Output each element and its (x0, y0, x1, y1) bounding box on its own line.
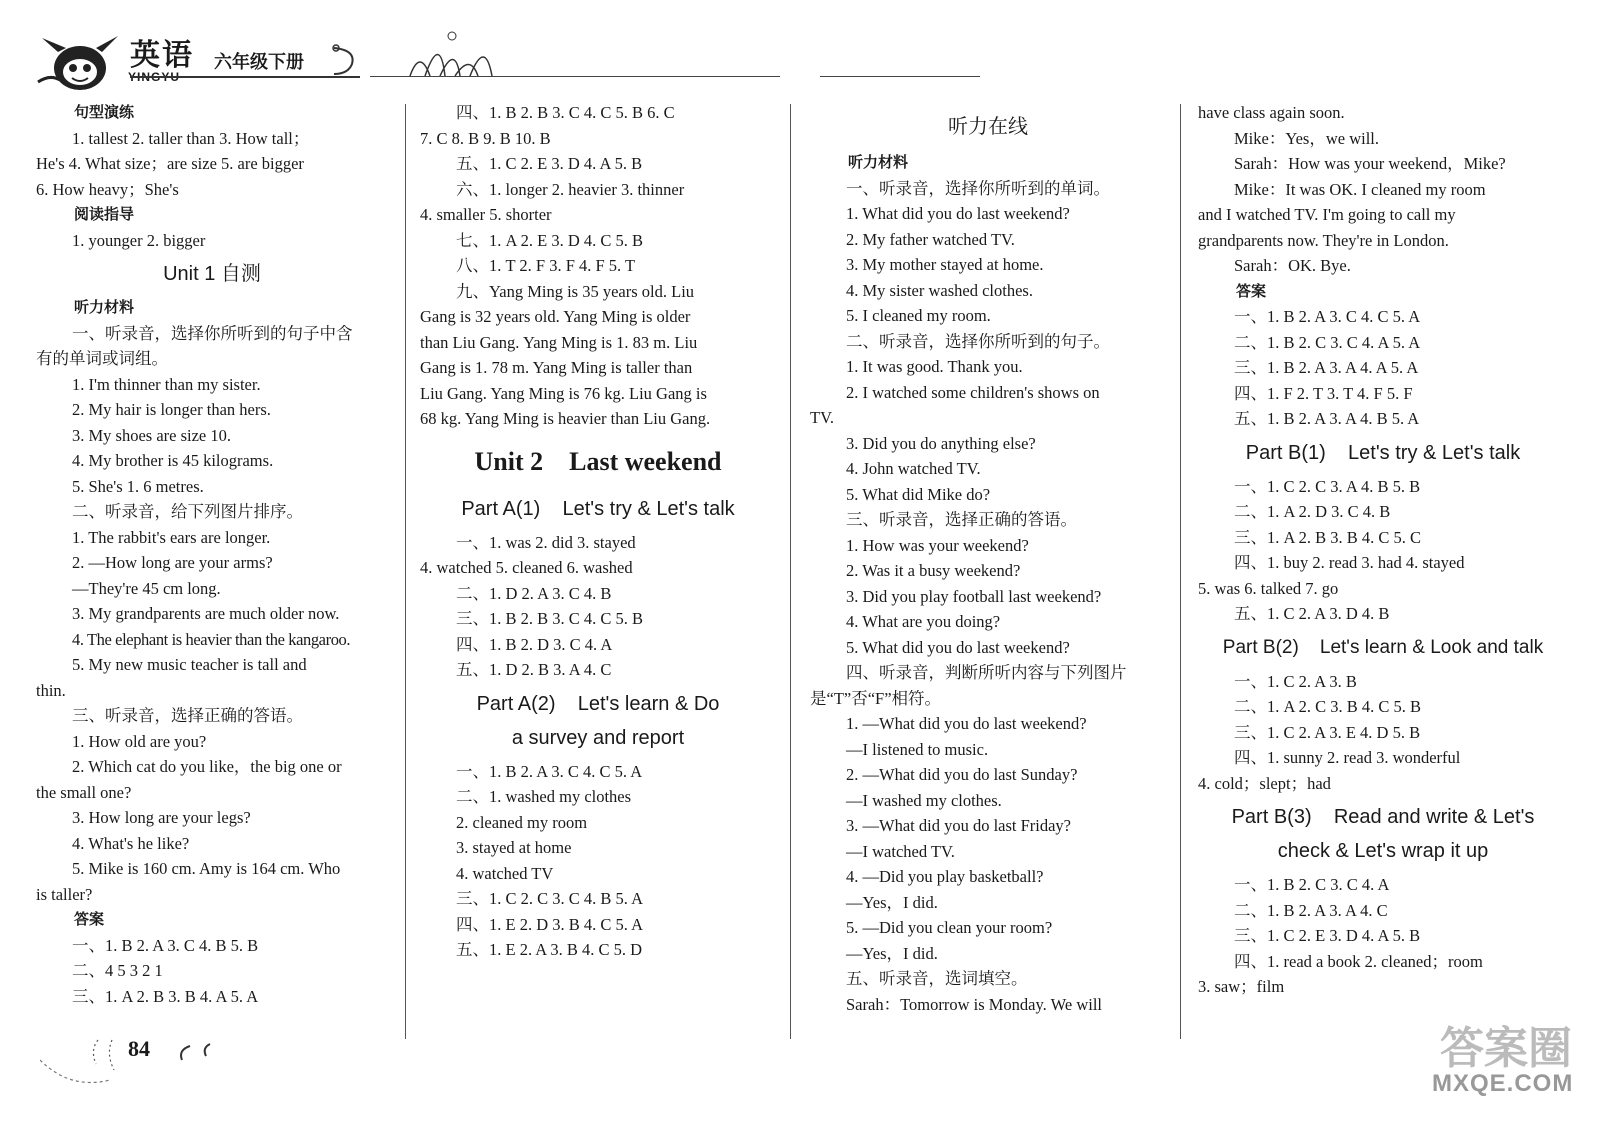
unit-title: Unit 2 Last weekend (474, 446, 722, 476)
answer-line: 二、1. D 2. A 3. C 4. B (456, 583, 612, 603)
instruction-line: 二、听录音，给下列图片排序。 (72, 502, 303, 521)
answer-line: 三、1. A 2. B 3. B 4. C 5. C (1234, 527, 1422, 547)
answer-line: 五、1. D 2. B 3. A 4. C (456, 660, 612, 679)
transcript-line: TV. (810, 408, 834, 427)
transcript-line: —I washed my clothes. (846, 790, 1002, 810)
answer-line: Liu Gang. Yang Ming is 76 kg. Liu Gang is (420, 383, 707, 403)
instruction-line: 四、听录音，判断所听内容与下列图片 (846, 663, 1127, 682)
column-divider (1180, 104, 1181, 1039)
instruction-line: 一、听录音，选择你所听到的句子中含 (72, 323, 353, 343)
transcript-line: Mike：It was OK. I cleaned my room (1234, 179, 1486, 199)
part-title: Part B(3) Read and write & Let's (1231, 806, 1535, 828)
answer-line: 3. saw；film (1198, 977, 1285, 996)
transcript-line: 3. My shoes are size 10. (72, 425, 232, 445)
transcript-line: —Yes，I did. (846, 892, 938, 912)
page-number: 84 (128, 1036, 150, 1061)
transcript-line: is taller? (36, 884, 93, 904)
answer-line: 3. stayed at home (456, 838, 572, 857)
transcript-line: 5. I cleaned my room. (846, 306, 991, 325)
part-title: Part B(1) Let's try & Let's talk (1245, 441, 1521, 464)
watermark-url: MXQE.COM (1432, 1070, 1574, 1097)
transcript-line: Sarah：Tomorrow is Monday. We will (846, 994, 1102, 1014)
transcript-line: —I watched TV. (846, 841, 955, 861)
header-curl-decoration (330, 44, 360, 78)
instruction-line: 三、听录音，选择正确的答语。 (72, 706, 303, 725)
transcript-line: 5. My new music teacher is tall and (72, 655, 307, 674)
instruction-line: 三、听录音，选择正确的答语。 (846, 510, 1077, 529)
transcript-line: 3. —What did you do last Friday? (846, 816, 1072, 835)
transcript-line: 3. My grandparents are much older now. (72, 604, 340, 623)
instruction-line: 一、听录音，选择你所听到的单词。 (846, 178, 1110, 198)
part-title-continued: check & Let's wrap it up (1277, 840, 1489, 862)
answer-line: 7. C 8. B 9. B 10. B (420, 128, 551, 148)
page-header (0, 0, 1600, 100)
header-rule-left (130, 76, 360, 78)
transcript-line: 4. My sister washed clothes. (846, 280, 1033, 300)
answer-line: 4. watched 5. cleaned 6. washed (420, 558, 633, 577)
part-title: Part B(2) Let's learn & Look and talk (1222, 636, 1544, 658)
transcript-line: 2. —What did you do last Sunday? (846, 765, 1078, 784)
answer-line: 一、1. B 2. A 3. C 4. C 5. A (1234, 307, 1421, 326)
answer-line: 68 kg. Yang Ming is heavier than Liu Gang. (420, 409, 711, 428)
section-heading: 答案 (74, 910, 105, 928)
transcript-line: 1. It was good. Thank you. (846, 357, 1023, 376)
transcript-line: Sarah：How was your weekend，Mike? (1234, 154, 1506, 173)
answer-line: Gang is 1. 78 m. Yang Ming is taller than (420, 358, 693, 377)
instruction-line: 有的单词或词组。 (36, 349, 168, 368)
answer-line: 七、1. A 2. E 3. D 4. C 5. B (456, 230, 644, 250)
answer-line: 五、1. C 2. A 3. D 4. B (1234, 604, 1390, 623)
answer-line: 三、1. C 2. E 3. D 4. A 5. B (1234, 926, 1421, 945)
book-subject-title: 英语 (130, 38, 194, 73)
answer-line: 一、1. C 2. A 3. B (1234, 671, 1357, 691)
answer-line: 1. tallest 2. taller than 3. How tall； (72, 128, 310, 148)
unit-test-title: Unit 1 自测 (163, 263, 261, 285)
transcript-line: have class again soon. (1198, 103, 1345, 122)
answer-line: 二、1. A 2. C 3. B 4. C 5. B (1234, 697, 1422, 716)
transcript-line: 4. My brother is 45 kilograms. (72, 451, 274, 470)
answer-line: He's 4. What size；are size 5. are bigger (36, 154, 304, 173)
instruction-line: 是“T”否“F”相符。 (810, 688, 942, 708)
transcript-line: 4. The elephant is heavier than the kangaroo. (72, 629, 351, 649)
transcript-line: 2. —How long are your arms? (72, 553, 273, 572)
answer-line: 4. cold；slept；had (1198, 773, 1331, 793)
answer-line: 二、4 5 3 2 1 (72, 961, 163, 980)
header-rule-middle (370, 76, 780, 77)
answer-line: 2. cleaned my room (456, 812, 588, 832)
transcript-line: 1. The rabbit's ears are longer. (72, 527, 271, 547)
transcript-line: 2. I watched some children's shows on (846, 382, 1100, 402)
answer-line: 四、1. F 2. T 3. T 4. F 5. F (1234, 383, 1413, 403)
section-heading: 答案 (1236, 281, 1267, 300)
transcript-line: 5. Mike is 160 cm. Amy is 164 cm. Who (72, 859, 341, 878)
section-heading: 阅读指导 (74, 205, 135, 223)
header-rule-right (820, 76, 980, 77)
part-title: Part A(2) Let's learn & Do (476, 692, 720, 715)
transcript-line: Mike：Yes，we will. (1234, 128, 1379, 148)
answer-line: 6. How heavy；She's (36, 179, 179, 199)
answer-line: 一、1. B 2. C 3. C 4. A (1234, 875, 1390, 894)
transcript-line: 2. My hair is longer than hers. (72, 400, 271, 419)
transcript-line: 2. Was it a busy weekend? (846, 561, 1021, 580)
answer-line: 九、Yang Ming is 35 years old. Liu (456, 281, 695, 301)
transcript-line: 1. —What did you do last weekend? (846, 714, 1087, 733)
answer-line: 二、1. A 2. D 3. C 4. B (1234, 502, 1391, 521)
answer-line: 四、1. B 2. D 3. C 4. A (456, 634, 613, 654)
transcript-line: grandparents now. They're in London. (1198, 230, 1449, 250)
transcript-line: —I listened to music. (846, 739, 989, 759)
transcript-line: 3. Did you do anything else? (846, 433, 1036, 453)
answer-column-4 (1198, 100, 1568, 1000)
answer-line: 二、1. washed my clothes (456, 787, 632, 806)
section-heading: 听力材料 (74, 298, 135, 316)
section-title-listening-online: 听力在线 (948, 114, 1028, 138)
answer-line: 四、1. E 2. D 3. B 4. C 5. A (456, 914, 644, 934)
answer-line: 三、1. B 2. B 3. C 4. C 5. B (456, 609, 644, 628)
transcript-line: and I watched TV. I'm going to call my (1198, 205, 1456, 224)
answer-line: 五、1. E 2. A 3. B 4. C 5. D (456, 940, 643, 959)
transcript-line: 5. What did you do last weekend? (846, 637, 1070, 657)
transcript-line: 3. My mother stayed at home. (846, 255, 1044, 274)
transcript-line: Sarah：OK. Bye. (1234, 256, 1351, 275)
answer-line: 四、1. B 2. B 3. C 4. C 5. B 6. C (456, 103, 675, 122)
answer-line: 六、1. longer 2. heavier 3. thinner (456, 179, 685, 199)
column-divider (790, 104, 791, 1039)
answer-line: 三、1. C 2. A 3. E 4. D 5. B (1234, 722, 1421, 742)
transcript-line: 1. How old are you? (72, 731, 207, 751)
transcript-line: 2. Which cat do you like，the big one or (72, 757, 342, 776)
transcript-line: the small one? (36, 782, 132, 802)
transcript-line: 3. How long are your legs? (72, 808, 251, 827)
transcript-line: 5. She's 1. 6 metres. (72, 476, 204, 496)
section-heading: 听力材料 (848, 153, 909, 171)
answer-line: 二、1. B 2. A 3. A 4. C (1234, 900, 1388, 920)
answer-line: than Liu Gang. Yang Ming is 1. 83 m. Liu (420, 332, 698, 352)
answer-line: 三、1. C 2. C 3. C 4. B 5. A (456, 889, 644, 908)
answer-line: 三、1. B 2. A 3. A 4. A 5. A (1234, 358, 1419, 377)
instruction-line: 二、听录音，选择你所听到的句子。 (846, 331, 1110, 351)
answer-column-3 (810, 100, 1166, 1017)
answer-line: 1. younger 2. bigger (72, 230, 206, 250)
transcript-line: 5. —Did you clean your room? (846, 918, 1053, 937)
transcript-line: —Yes，I did. (846, 943, 938, 963)
answer-line: 四、1. sunny 2. read 3. wonderful (1234, 748, 1461, 767)
answer-line: 5. was 6. talked 7. go (1198, 578, 1339, 598)
watermark-logo: 答案圈 (1440, 1023, 1572, 1074)
transcript-line: 4. —Did you play basketball? (846, 867, 1044, 886)
transcript-line: 3. Did you play football last weekend? (846, 586, 1102, 606)
answer-column-1 (36, 100, 388, 1009)
answer-line: 五、1. B 2. A 3. A 4. B 5. A (1234, 409, 1420, 428)
cartoon-mascot-icon (30, 20, 130, 98)
section-heading: 句型演练 (74, 103, 135, 121)
transcript-line: —They're 45 cm long. (72, 578, 221, 598)
part-title-continued: a survey and report (511, 726, 685, 749)
answer-line: 三、1. A 2. B 3. B 4. A 5. A (72, 986, 259, 1006)
answer-line: 五、1. C 2. E 3. D 4. A 5. B (456, 154, 643, 173)
answer-line: 一、1. B 2. A 3. C 4. B 5. B (72, 935, 259, 955)
transcript-line: 4. What are you doing? (846, 612, 1001, 631)
transcript-line: 1. I'm thinner than my sister. (72, 374, 261, 394)
answer-line: 一、1. C 2. C 3. A 4. B 5. B (1234, 476, 1421, 496)
answer-line: 四、1. read a book 2. cleaned；room (1234, 951, 1483, 971)
column-divider (405, 104, 406, 1039)
answer-line: Gang is 32 years old. Yang Ming is older (420, 307, 691, 326)
answer-line: 一、1. was 2. did 3. stayed (456, 532, 636, 552)
book-subject-pinyin: YINGYU (128, 70, 181, 84)
instruction-line: 五、听录音，选词填空。 (846, 969, 1028, 988)
answer-column-2 (420, 100, 776, 963)
answer-line: 二、1. B 2. C 3. C 4. A 5. A (1234, 332, 1421, 352)
answer-line: 4. smaller 5. shorter (420, 205, 552, 224)
book-grade-label: 六年级下册 (214, 52, 304, 73)
transcript-line: 5. What did Mike do? (846, 484, 991, 504)
transcript-line: 4. John watched TV. (846, 459, 981, 478)
transcript-line: 1. How was your weekend? (846, 535, 1029, 555)
answer-line: 一、1. B 2. A 3. C 4. C 5. A (456, 761, 643, 781)
part-title: Part A(1) Let's try & Let's talk (461, 497, 735, 520)
answer-line: 四、1. buy 2. read 3. had 4. stayed (1234, 553, 1465, 572)
transcript-line: 1. What did you do last weekend? (846, 204, 1070, 223)
answer-line: 八、1. T 2. F 3. F 4. F 5. T (456, 256, 636, 275)
grass-decoration-icon (400, 28, 500, 78)
transcript-line: thin. (36, 680, 66, 700)
answer-line: 4. watched TV (456, 863, 554, 883)
transcript-line: 2. My father watched TV. (846, 229, 1015, 249)
transcript-line: 4. What's he like? (72, 833, 190, 853)
